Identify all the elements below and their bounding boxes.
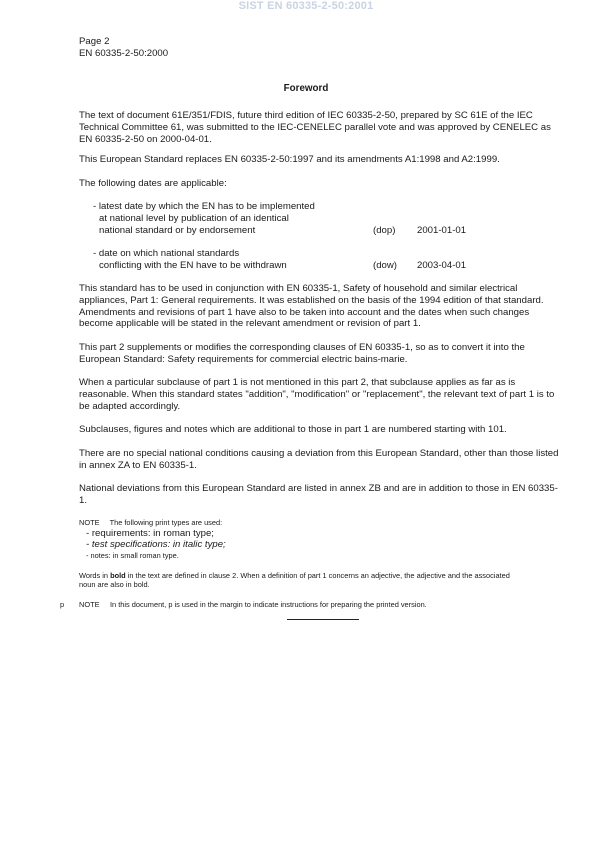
page-title: Foreword (283, 83, 329, 94)
paragraph-national-conditions: There are no special national conditions causing a deviation from this European Standard, other than those listed in annex ZA to EN 60335-1. (79, 448, 559, 471)
bold-note-text: in the text are defined in clause 2. When a definition of part 1 concerns an adjective, the adjective and the associated (125, 571, 510, 580)
note-printed-version: In this document, p is used in the margin to indicate instructions for preparing the printed version. (110, 600, 427, 609)
note-item-requirements: - requirements: in roman type; (86, 528, 214, 539)
bold-word: bold (110, 571, 126, 580)
note-text: The following print types are used: (109, 518, 223, 527)
note-label: NOTE (79, 600, 100, 609)
paragraph-subclause: When a particular subclause of part 1 is not mentioned in this part 2, that subclause applies as far as is reasonable. When this standard states "addition", "modification" or "replacement", the relevant text of part 1 is to be adapted accordingly. (79, 377, 555, 412)
date-item-dow (93, 248, 287, 272)
date-value-dop: 2001-01-01 (417, 225, 467, 236)
date-item-line: conflicting with the EN have to be withdrawn (99, 259, 287, 271)
date-item-line: national standard or by endorsement (99, 224, 256, 236)
paragraph-document-origin: The text of document 61E/351/FDIS, future third edition of IEC 60335-2-50, prepared by SC 61E of the IEC Technical Committee 61, was submitted to the IEC-CENELEC parallel vote and was approved by CENELEC as EN 60335-2-50 on 2000-04-01. (79, 110, 551, 145)
note-item-test-specifications: - test specifications: in italic type; (86, 539, 226, 550)
bold-note-line (79, 571, 579, 580)
end-divider (287, 619, 359, 620)
note-item-notes: - notes: in small roman type. (86, 551, 179, 560)
watermark: SIST EN 60335-2-50:2001 (238, 0, 374, 12)
date-item-dop (93, 201, 315, 236)
note-label: NOTE (79, 518, 100, 527)
bold-definition-note (79, 571, 579, 590)
date-item-line: - date on which national standards (93, 248, 240, 259)
bold-note-text: Words in (79, 571, 111, 580)
paragraph-conjunction: This standard has to be used in conjunction with EN 60335-1, Safety of household and similar electrical appliances, Part 1: General requirements. It was established on the basis of the 1994 edition of that standard. Amendments and revisions of part 1 have also to be taken into account and the dates when such changes become applicable will be stated in the relevant amendment or revision of part 1. (79, 283, 544, 330)
bold-note-line: noun are also in bold. (79, 580, 150, 590)
page-number: Page 2 (79, 36, 110, 47)
date-item-line: - latest date by which the EN has to be implemented (93, 201, 315, 212)
date-item-line: at national level by publication of an identical (99, 212, 289, 224)
date-value-dow: 2003-04-01 (417, 260, 467, 271)
date-code-dop: (dop) (373, 225, 396, 236)
note-print-types (79, 518, 222, 527)
margin-marker: p (60, 600, 65, 609)
paragraph-replaces: This European Standard replaces EN 60335-2-50:1997 and its amendments A1:1998 and A2:1999. (79, 154, 500, 165)
paragraph-supplements: This part 2 supplements or modifies the corresponding clauses of EN 60335-1, so as to convert it into the European Standard: Safety requirements for commercial electric bains-marie. (79, 342, 525, 365)
paragraph-national-deviations: National deviations from this European Standard are listed in annex ZB and are in addition to those in EN 60335-1. (79, 483, 558, 506)
document-id: EN 60335-2-50:2000 (79, 48, 169, 59)
date-code-dow: (dow) (373, 260, 397, 271)
paragraph-numbering: Subclauses, figures and notes which are additional to those in part 1 are numbered starting with 101. (79, 424, 507, 435)
paragraph-dates-intro: The following dates are applicable: (79, 178, 227, 189)
